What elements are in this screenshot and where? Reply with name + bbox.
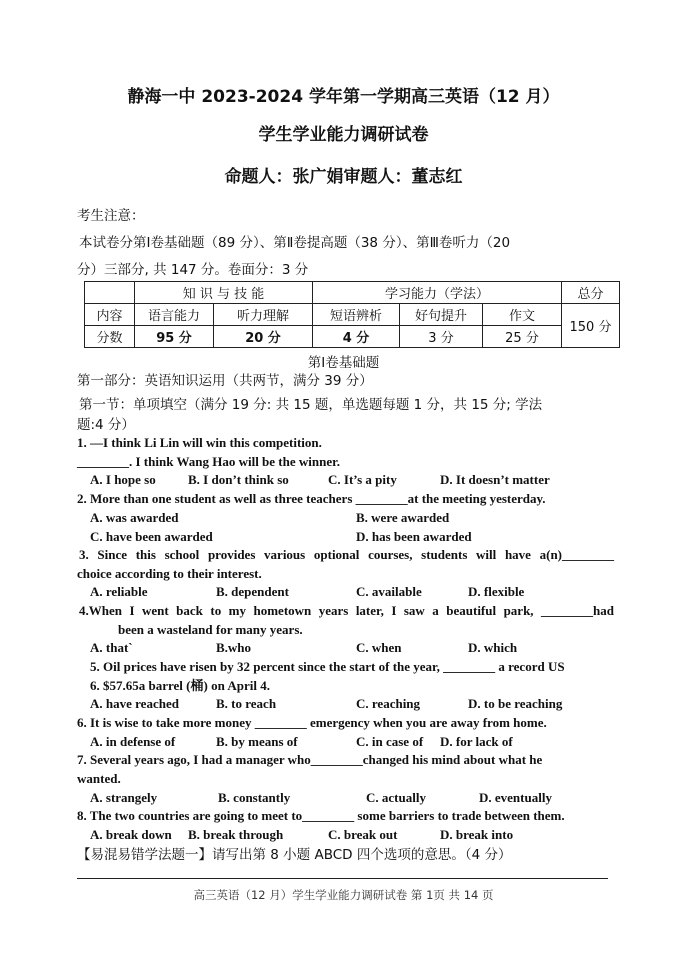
answer-option: B. dependent xyxy=(216,584,289,599)
table-cell: 25 分 xyxy=(483,326,562,348)
score-table xyxy=(84,281,620,348)
answer-option: B. I don’t think so xyxy=(188,472,289,487)
answer-option: A. in defense of xyxy=(90,734,176,749)
answer-option: D. break into xyxy=(440,827,514,842)
notice-line: 本试卷分第Ⅰ卷基础题（89 分）、第Ⅱ卷提高题（38 分）、第Ⅲ卷听力（20 xyxy=(79,235,511,251)
question-text: 3. Since this school provides various optional courses, students will have a(n)________ xyxy=(79,547,614,562)
answer-option: C. break out xyxy=(328,827,398,842)
question-text: 6. It is wise to take more money ________ emergency when you are away from home. xyxy=(77,715,547,730)
answer-option: A. I hope so xyxy=(90,472,156,487)
answer-option: C. available xyxy=(356,584,422,599)
answer-option: A. was awarded xyxy=(90,510,179,525)
question-text: 2. More than one student as well as three teachers ________at the meeting yesterday. xyxy=(77,491,546,506)
answer-option: C. in case of xyxy=(356,734,424,749)
subsection-heading: 题:4 分） xyxy=(77,417,135,433)
answer-option: B. by means of xyxy=(216,734,298,749)
subsection-heading: 第一节：单项填空（满分 19 分: 共 15 题，单选题每题 1 分，共 15 分; 学法 xyxy=(79,397,543,413)
exam-authors: 命题人：张广娟审题人：董志红 xyxy=(224,167,463,187)
table-header-total: 总分 xyxy=(562,282,620,304)
answer-option: D. which xyxy=(468,640,518,655)
table-cell: 95 分 xyxy=(135,326,214,348)
answer-option: A. break down xyxy=(90,827,172,842)
table-cell: 4 分 xyxy=(313,326,400,348)
table-header-learning: 学习能力（学法） xyxy=(313,282,562,304)
question-text: 4.When I went back to my hometown years later, I saw a beautiful park, ________had xyxy=(79,603,614,618)
answer-option: B. to reach xyxy=(216,696,277,711)
table-cell: 好句提升 xyxy=(400,304,483,326)
total-score: 150 分 xyxy=(562,304,620,348)
answer-option: A. strangely xyxy=(90,790,158,805)
page-footer: 高三英语（12 月）学生学业能力调研试卷 第 1页 共 14 页 xyxy=(193,888,494,902)
answer-option: A. have reached xyxy=(90,696,179,711)
answer-option: C. It’s a pity xyxy=(328,472,397,487)
answer-option: B.who xyxy=(216,640,252,655)
answer-option: D. It doesn’t matter xyxy=(440,472,550,487)
question-text: 8. The two countries are going to meet to________ some barriers to trade between them. xyxy=(77,808,565,823)
table-cell: 3 分 xyxy=(400,326,483,348)
answer-option: D. for lack of xyxy=(440,734,513,749)
question-text: 7. Several years ago, I had a manager who________changed his mind about what he xyxy=(77,752,543,767)
question-text: been a wasteland for many years. xyxy=(118,622,303,637)
notice-line: 分）三部分, 共 147 分。卷面分：3 分 xyxy=(77,262,309,278)
part-heading: 第一部分：英语知识运用（共两节，满分 39 分） xyxy=(77,373,373,389)
row-label: 分数 xyxy=(85,326,135,348)
exam-subtitle: 学生学业能力调研试卷 xyxy=(258,125,429,145)
table-cell: 听力理解 xyxy=(214,304,313,326)
footer-divider xyxy=(77,878,608,879)
question-text: choice according to their interest. xyxy=(77,566,262,581)
table-header-knowledge: 知 识 与 技 能 xyxy=(135,282,313,304)
table-cell: 语言能力 xyxy=(135,304,214,326)
answer-option: C. actually xyxy=(366,790,426,805)
exam-title: 静海一中 2023-2024 学年第一学期高三英语（12 月） xyxy=(127,87,560,107)
answer-option: C. have been awarded xyxy=(90,529,213,544)
notice-heading: 考生注意： xyxy=(77,208,145,224)
answer-option: C. when xyxy=(356,640,402,655)
study-task: 【易混易错学法题一】请写出第 8 小题 ABCD 四个选项的意思。（4 分） xyxy=(77,847,512,863)
row-label: 内容 xyxy=(85,304,135,326)
question-text: 5. Oil prices have risen by 32 percent since the start of the year, ________ a record US xyxy=(90,659,565,674)
section-title: 第Ⅰ卷基础题 xyxy=(307,355,380,371)
answer-option: A. reliable xyxy=(90,584,148,599)
answer-option: D. to be reaching xyxy=(468,696,563,711)
answer-option: D. eventually xyxy=(479,790,552,805)
question-text: 1. —I think Li Lin will win this competition. xyxy=(77,435,322,450)
table-cell: 20 分 xyxy=(214,326,313,348)
question-text: wanted. xyxy=(77,771,121,786)
answer-option: A. that` xyxy=(90,640,133,655)
answer-option: B. were awarded xyxy=(356,510,450,525)
answer-option: D. flexible xyxy=(468,584,525,599)
question-text: 6. $57.65a barrel (桶) on April 4. xyxy=(90,678,270,693)
question-text: ________. I think Wang Hao will be the winner. xyxy=(77,454,340,469)
answer-option: B. break through xyxy=(188,827,284,842)
answer-option: C. reaching xyxy=(356,696,421,711)
answer-option: D. has been awarded xyxy=(356,529,472,544)
table-cell: 短语辨析 xyxy=(313,304,400,326)
table-cell: 作文 xyxy=(483,304,562,326)
answer-option: B. constantly xyxy=(218,790,291,805)
